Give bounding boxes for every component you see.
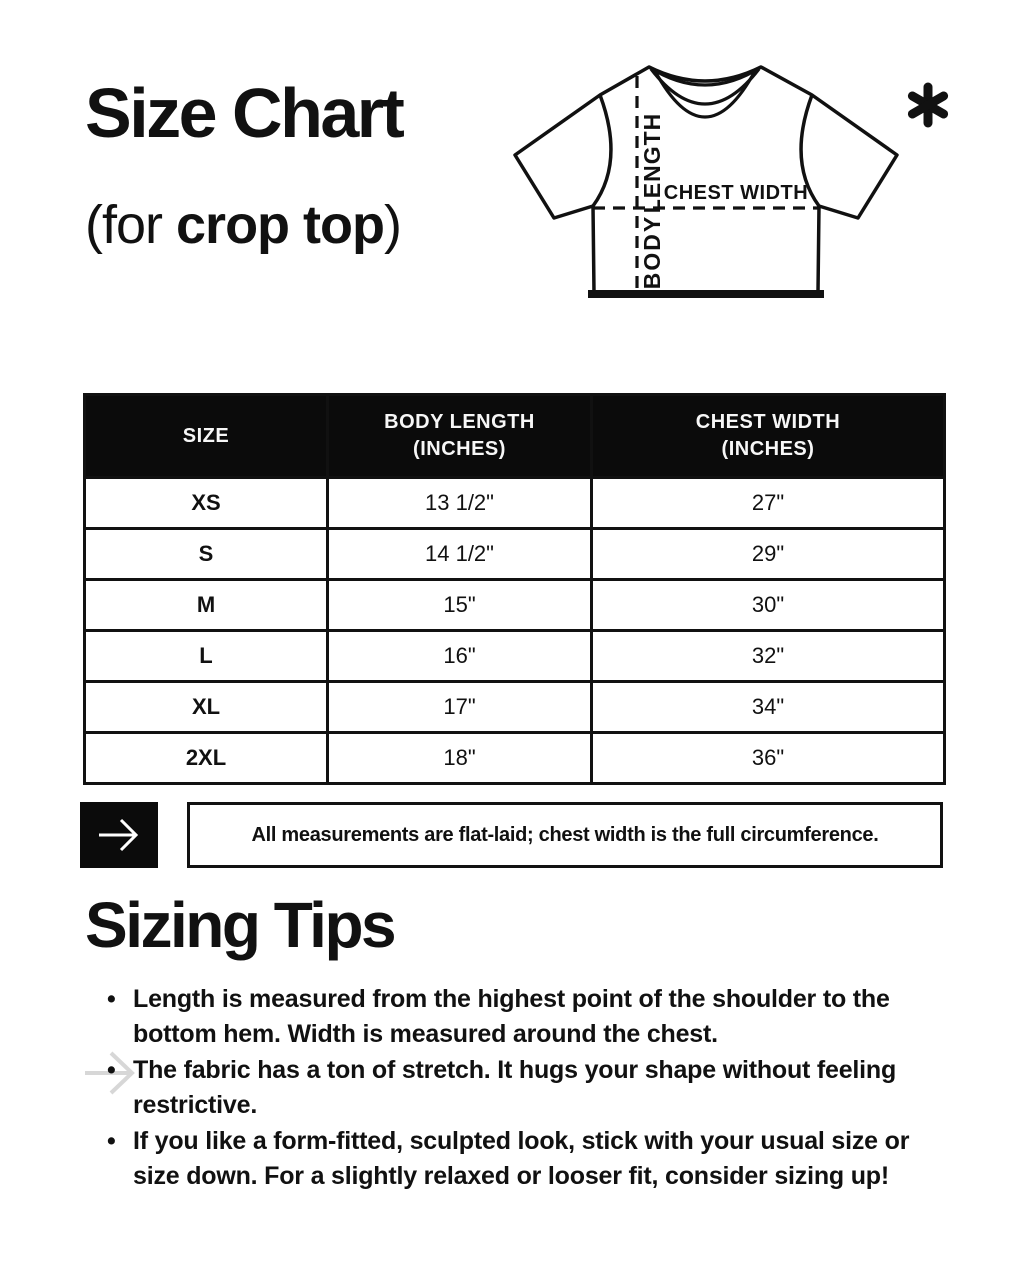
chest-width-cell: 30" bbox=[592, 580, 945, 631]
size-table bbox=[83, 393, 946, 785]
size-cell: M bbox=[85, 580, 328, 631]
column-title: BODY LENGTH bbox=[384, 411, 535, 433]
column-title: SIZE bbox=[182, 424, 230, 447]
tip-item-fit: • If you like a form-fitted, sculpted look, stick with your usual size or size down. For a slightly relaxed or looser fit, consider sizing up! bbox=[133, 1124, 943, 1194]
size-cell: XS bbox=[85, 478, 328, 529]
column-title: CHEST WIDTH bbox=[695, 411, 841, 433]
sizing-tips-list bbox=[133, 982, 943, 1195]
column-header-size bbox=[85, 395, 328, 478]
table-row-m bbox=[85, 580, 945, 631]
chest-width-cell: 29" bbox=[592, 529, 945, 580]
size-cell: S bbox=[85, 529, 328, 580]
chest-width-cell: 34" bbox=[592, 682, 945, 733]
measurement-note bbox=[187, 802, 943, 868]
table-row-xs bbox=[85, 478, 945, 529]
column-subtitle: (INCHES) bbox=[721, 438, 815, 460]
body-label: BODY bbox=[639, 214, 665, 290]
size-cell: L bbox=[85, 631, 328, 682]
shirt-outline bbox=[515, 67, 897, 292]
tip-item-measurement: • Length is measured from the highest point of the shoulder to the bottom hem. Width is measured around the chest. bbox=[133, 982, 943, 1052]
body-length-cell: 16" bbox=[328, 631, 592, 682]
length-label: LENGTH bbox=[639, 112, 665, 214]
body-length-cell: 15" bbox=[328, 580, 592, 631]
body-length-cell: 14 1/2" bbox=[328, 529, 592, 580]
subtitle-product: crop top bbox=[176, 195, 384, 255]
subtitle-prefix: (for bbox=[85, 195, 177, 255]
asterisk-icon bbox=[912, 87, 943, 123]
column-header-chest-width bbox=[592, 395, 945, 478]
body-length-cell: 13 1/2" bbox=[328, 478, 592, 529]
table-row-2xl bbox=[85, 733, 945, 784]
note-icon-box bbox=[80, 802, 158, 868]
column-header-body-length bbox=[328, 395, 592, 478]
tip-item-stretch: • The fabric has a ton of stretch. It hugs your shape without feeling restrictive. bbox=[133, 1053, 943, 1123]
sizing-tips-heading: Sizing Tips bbox=[85, 889, 395, 961]
header-row bbox=[85, 395, 945, 478]
body-length-cell: 17" bbox=[328, 682, 592, 733]
body-length-cell: 18" bbox=[328, 733, 592, 784]
crop-top-diagram bbox=[500, 45, 960, 305]
table-row-l bbox=[85, 631, 945, 682]
size-table-header bbox=[85, 395, 945, 478]
chest-width-cell: 36" bbox=[592, 733, 945, 784]
page-subtitle bbox=[85, 195, 401, 255]
table-row-s bbox=[85, 529, 945, 580]
chest-width-label: CHEST WIDTH bbox=[663, 182, 809, 204]
table-row-xl bbox=[85, 682, 945, 733]
chest-width-cell: 27" bbox=[592, 478, 945, 529]
chest-width-cell: 32" bbox=[592, 631, 945, 682]
page-title: Size Chart bbox=[85, 74, 403, 152]
column-subtitle: (INCHES) bbox=[413, 438, 506, 460]
size-cell: XL bbox=[85, 682, 328, 733]
right-arrow-icon bbox=[95, 815, 143, 855]
measurement-note-text: All measurements are flat-laid; chest width is the full circumference. bbox=[251, 823, 879, 846]
subtitle-suffix: ) bbox=[384, 195, 401, 255]
size-cell: 2XL bbox=[85, 733, 328, 784]
